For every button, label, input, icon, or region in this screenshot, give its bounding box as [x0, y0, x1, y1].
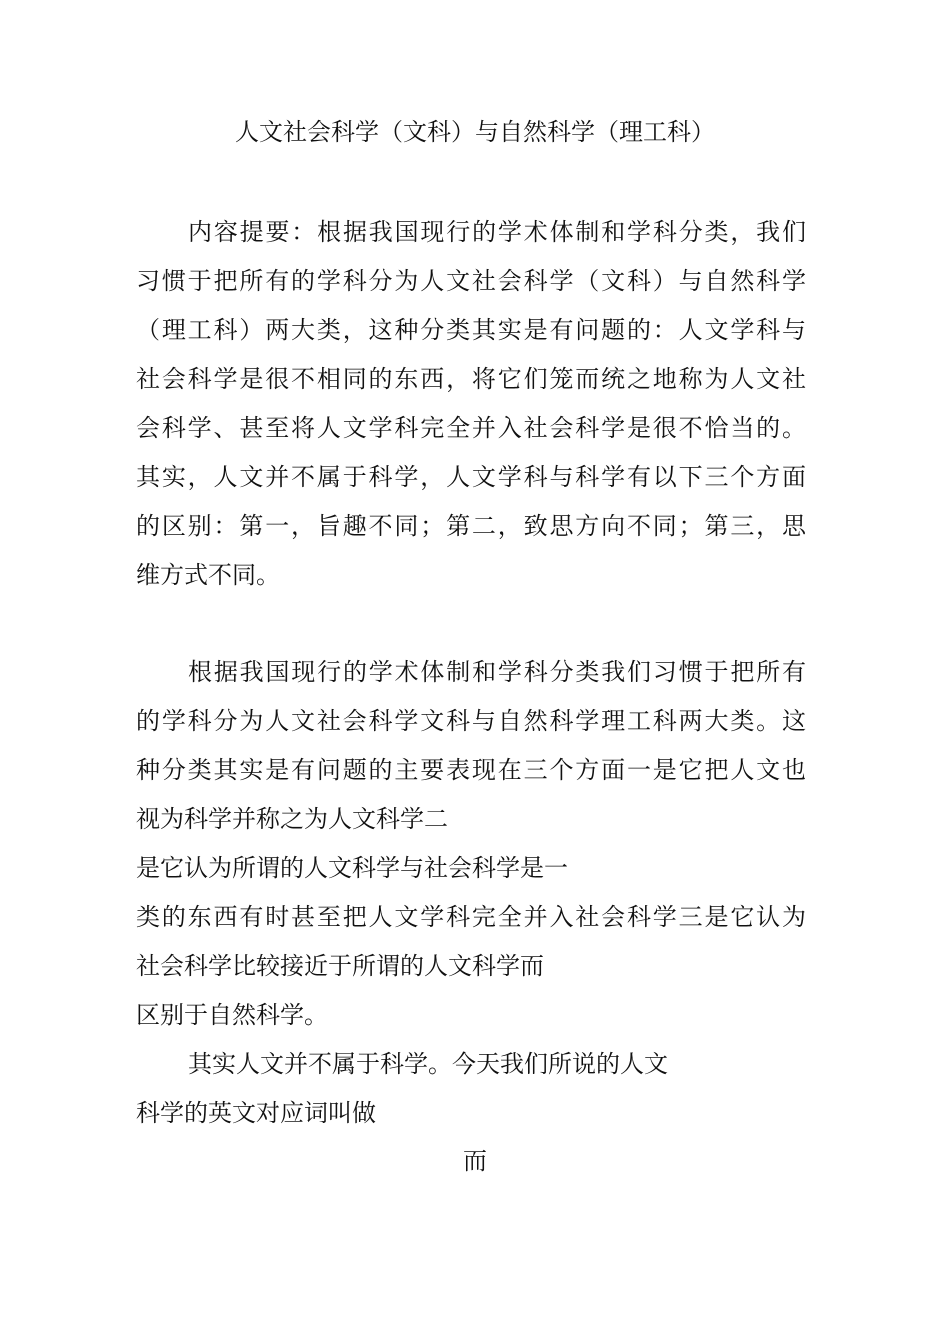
abstract-line: 内容提要：根据我国现行的学术体制和学科分类，我们	[188, 218, 806, 246]
body-line: 根据我国现行的学术体制和学科分类我们习惯于把所有	[188, 658, 806, 686]
body-line: 的学科分为人文社会科学文科与自然科学理工科两大类。这	[136, 707, 806, 735]
abstract-line: 的区别：第一，旨趣不同；第二，致思方向不同；第三，思	[136, 512, 806, 540]
abstract-line: 习惯于把所有的学科分为人文社会科学（文科）与自然科学	[136, 267, 806, 295]
trailing-word: 而	[463, 1147, 487, 1175]
abstract-line: 社会科学是很不相同的东西，将它们笼而统之地称为人文社	[136, 365, 806, 393]
abstract-line: 维方式不同。	[136, 561, 280, 589]
body-line: 视为科学并称之为人文科学二	[136, 805, 448, 833]
abstract-line: 其实，人文并不属于科学，人文学科与科学有以下三个方面	[136, 463, 806, 491]
abstract-line: 会科学、甚至将人文学科完全并入社会科学是很不恰当的。	[136, 414, 806, 442]
document-title: 人文社会科学（文科）与自然科学（理工科）	[235, 118, 715, 146]
body-paragraph	[136, 648, 806, 1138]
body-line: 是它认为所谓的人文科学与社会科学是一	[136, 854, 568, 882]
body-line: 种分类其实是有问题的主要表现在三个方面一是它把人文也	[136, 756, 806, 784]
body-line: 类的东西有时甚至把人文学科完全并入社会科学三是它认为	[136, 903, 806, 931]
body-line: 区别于自然科学。	[136, 1001, 328, 1029]
body-line: 科学的英文对应词叫做	[136, 1099, 376, 1127]
abstract-paragraph	[136, 208, 806, 600]
body-line: 社会科学比较接近于所谓的人文科学而	[136, 952, 544, 980]
abstract-line: （理工科）两大类，这种分类其实是有问题的：人文学科与	[136, 316, 806, 344]
body-line: 其实人文并不属于科学。今天我们所说的人文	[188, 1050, 668, 1078]
